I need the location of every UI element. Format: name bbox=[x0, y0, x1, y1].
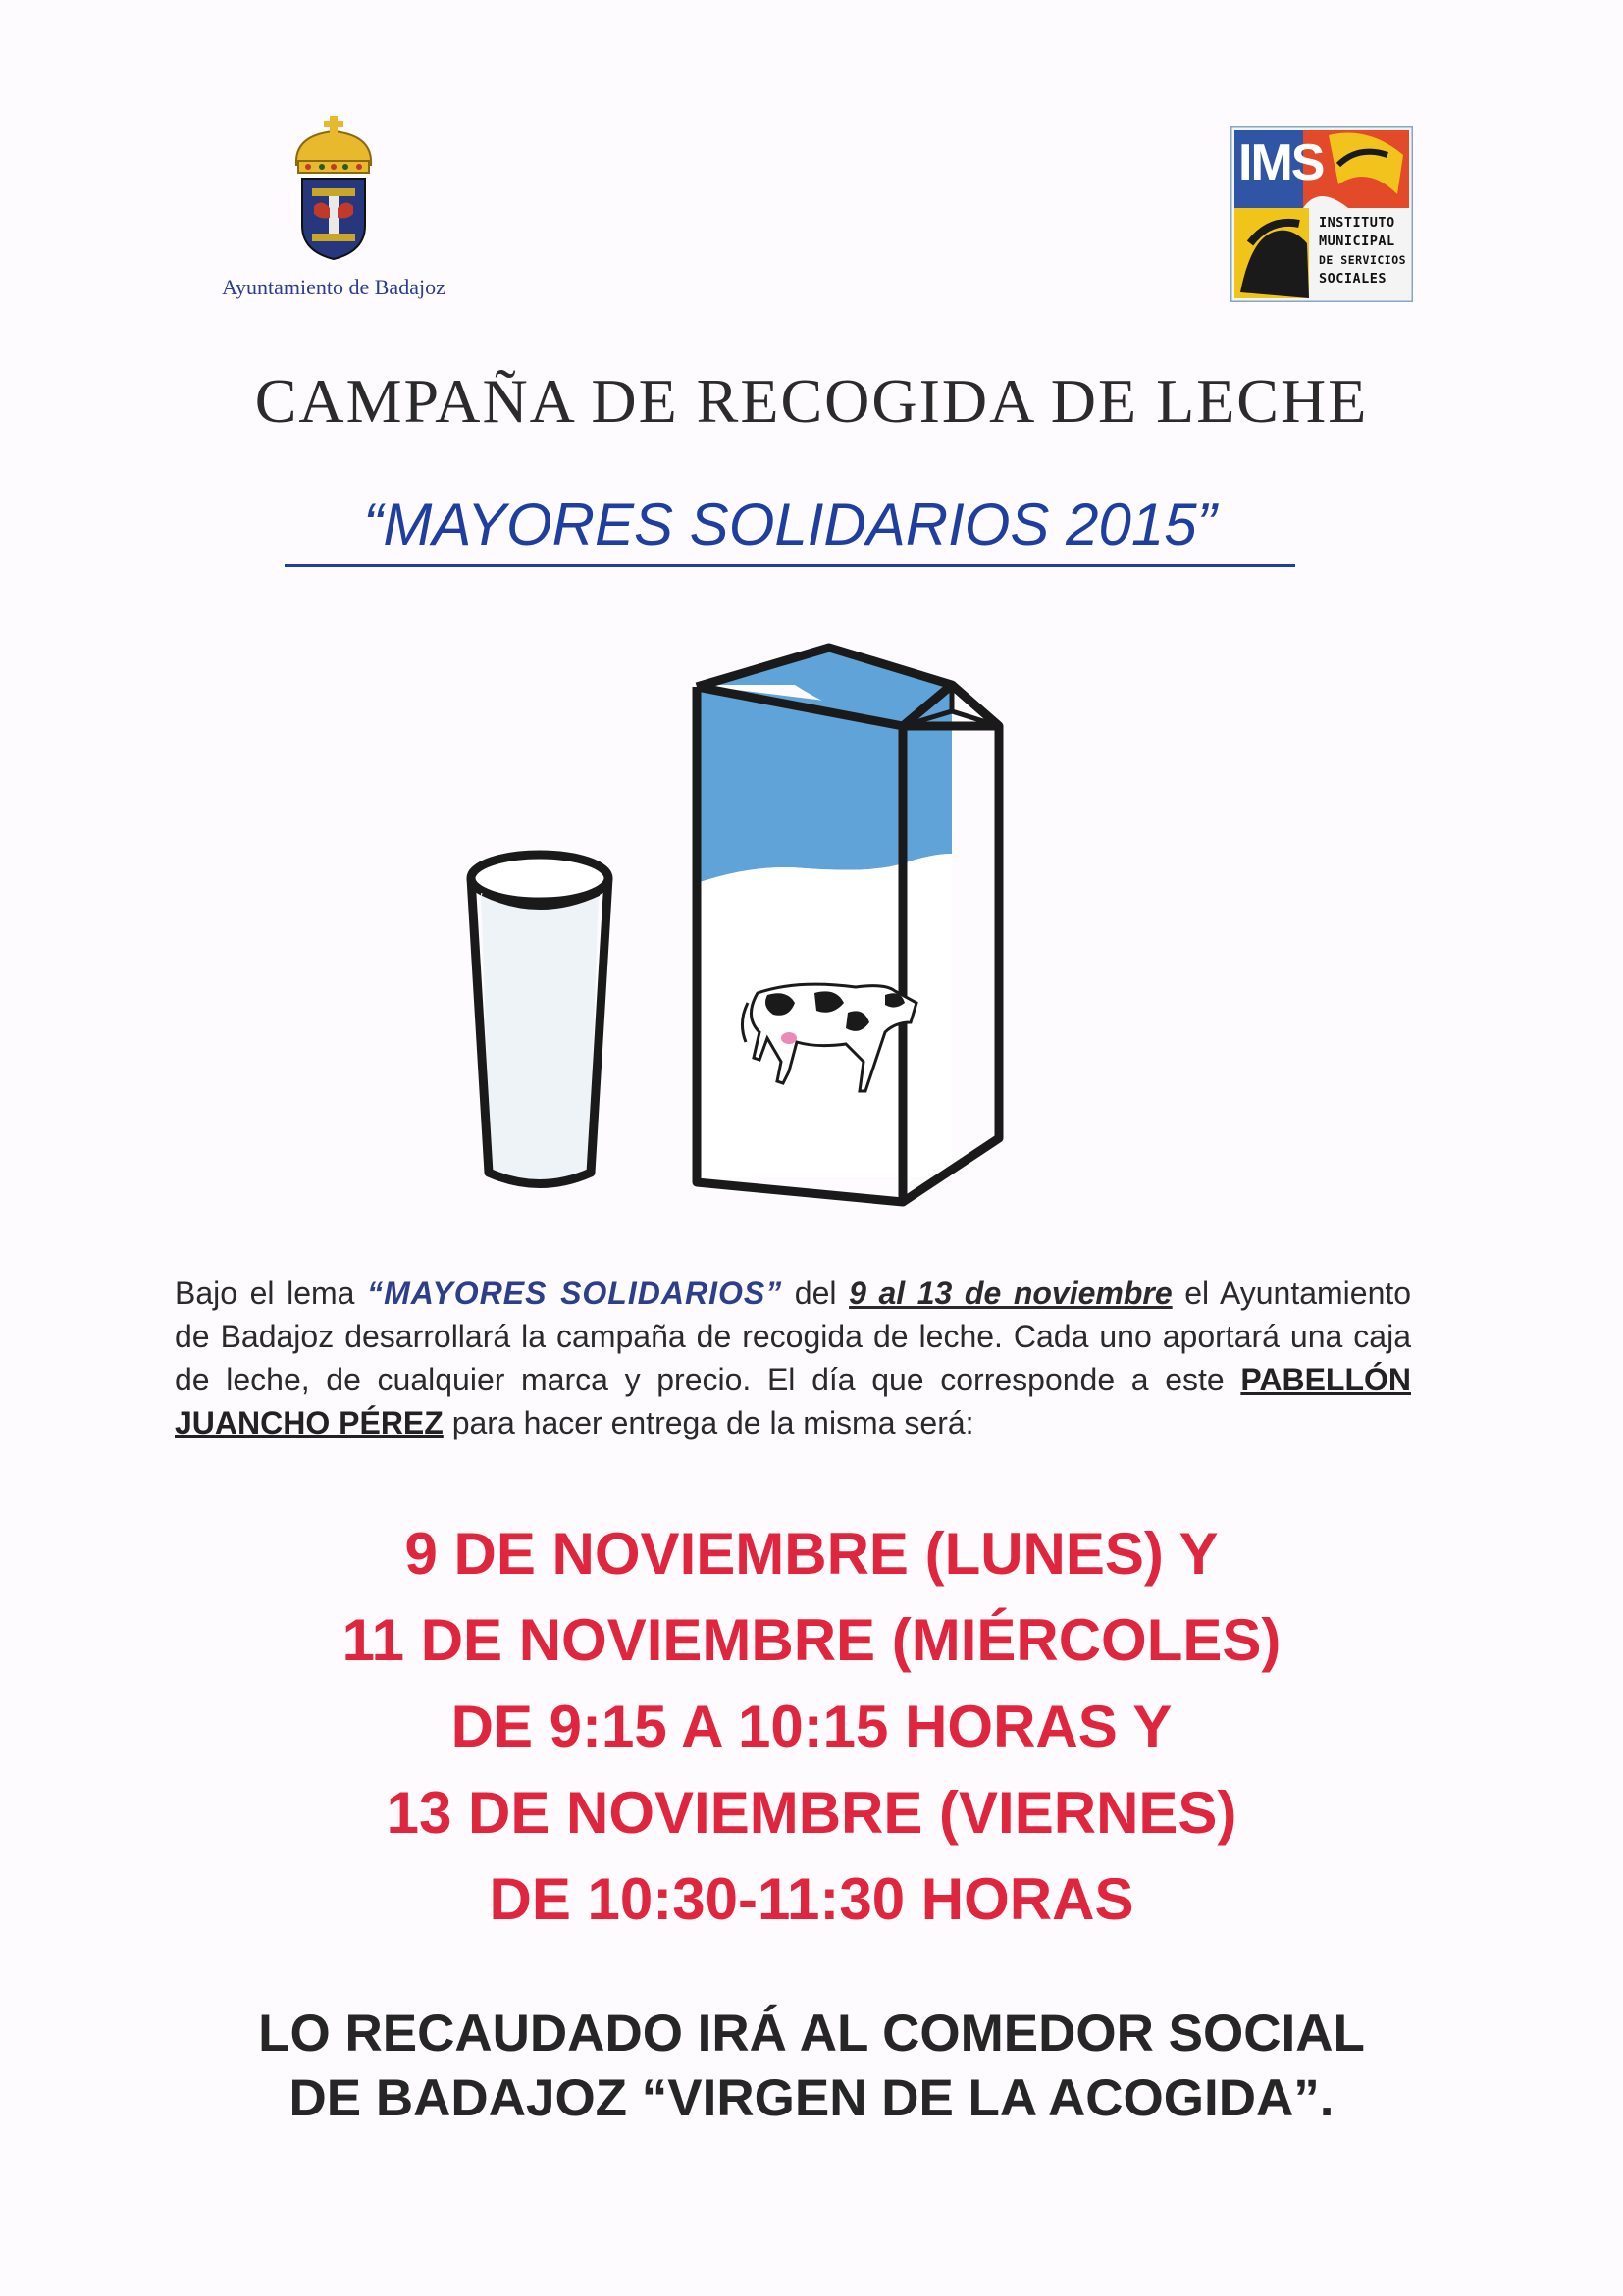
milk-illustration bbox=[461, 628, 1109, 1236]
ayuntamiento-caption: Ayuntamiento de Badajoz bbox=[222, 275, 445, 299]
intro-dates: 9 al 13 de noviembre bbox=[849, 1276, 1173, 1311]
imss-line: INSTITUTO bbox=[1319, 215, 1395, 231]
milk-glass-icon bbox=[471, 855, 608, 1184]
schedule bbox=[0, 1511, 1623, 1943]
subtitle: “MAYORES SOLIDARIOS 2015” bbox=[285, 491, 1295, 567]
ayuntamiento-logo bbox=[186, 116, 481, 312]
footer-line: DE BADAJOZ “VIRGEN DE LA ACOGIDA”. bbox=[288, 2069, 1335, 2127]
footer-line: LO RECAUDADO IRÁ AL COMEDOR SOCIAL bbox=[258, 2005, 1365, 2062]
schedule-line: 11 DE NOVIEMBRE (MIÉRCOLES) bbox=[341, 1607, 1282, 1673]
imss-line: MUNICIPAL bbox=[1319, 234, 1395, 249]
schedule-line: DE 9:15 A 10:15 HORAS Y bbox=[450, 1694, 1173, 1759]
schedule-line: 9 DE NOVIEMBRE (LUNES) Y bbox=[404, 1521, 1219, 1587]
imss-logo bbox=[1230, 126, 1413, 302]
imss-mark: IMS bbox=[1238, 134, 1324, 191]
main-title: CAMPAÑA DE RECOGIDA DE LECHE bbox=[254, 366, 1369, 436]
intro-text: del bbox=[782, 1276, 850, 1311]
intro-lema: “MAYORES SOLIDARIOS” bbox=[367, 1276, 783, 1311]
intro-text: para hacer entrega de la misma será: bbox=[443, 1405, 974, 1440]
schedule-line: 13 DE NOVIEMBRE (VIERNES) bbox=[386, 1780, 1237, 1846]
imss-name bbox=[1319, 214, 1409, 288]
coat-of-arms-icon bbox=[275, 116, 393, 263]
imss-line: SOCIALES bbox=[1319, 271, 1387, 287]
imss-line: DE SERVICIOS bbox=[1319, 253, 1407, 267]
intro-text: el Ayuntamiento de Badajoz desarrollará la campaña de recogida de leche. Cada uno aportará una caja de leche, de cualquier marca y precio. El día que corresponde a este bbox=[175, 1276, 1412, 1397]
intro-paragraph bbox=[175, 1272, 1411, 1444]
intro-venue: PABELLÓN JUANCHO PÉREZ bbox=[175, 1362, 1411, 1440]
milk-carton-icon bbox=[697, 646, 999, 1202]
schedule-line: DE 10:30-11:30 HORAS bbox=[489, 1866, 1134, 1932]
footer-note bbox=[0, 2002, 1623, 2131]
intro-text: Bajo el lema bbox=[175, 1276, 368, 1311]
